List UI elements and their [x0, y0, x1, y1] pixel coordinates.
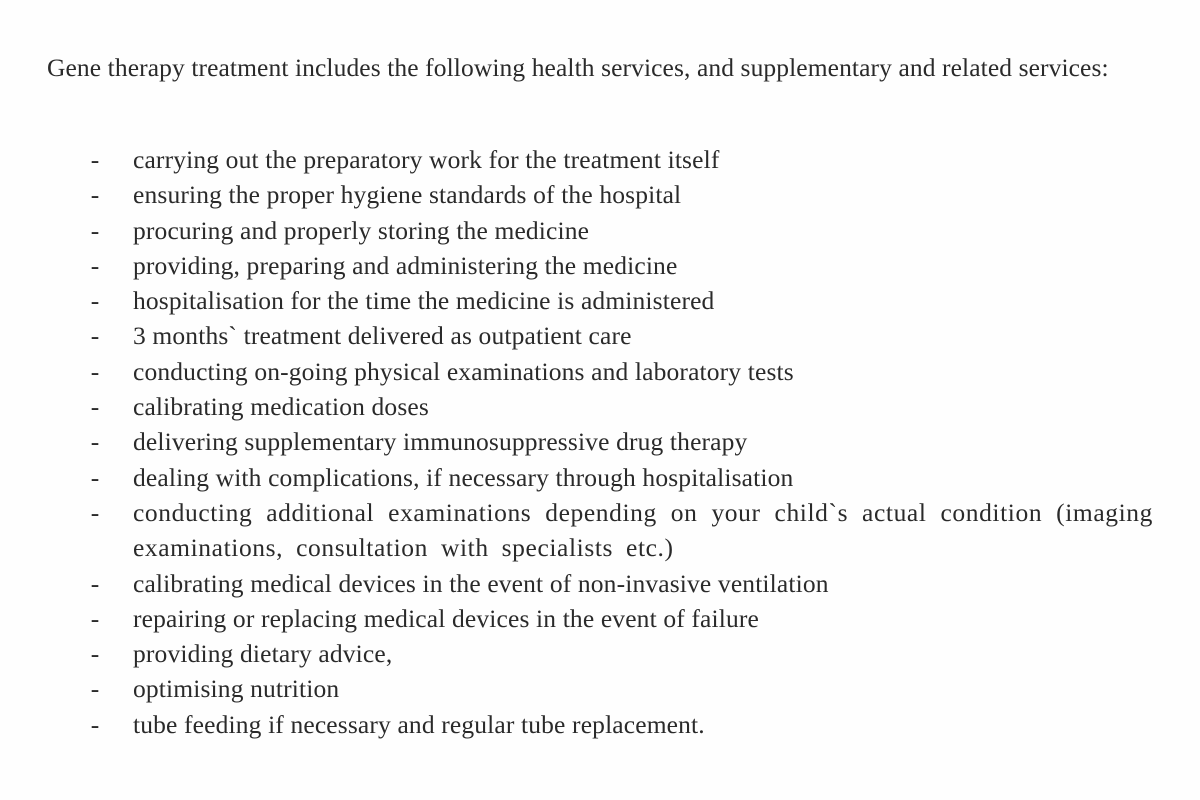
bullet-dash: - [90, 356, 100, 386]
list-item [0, 460, 1200, 495]
bullet-dash: - [90, 674, 100, 704]
bullet-dash: - [90, 462, 100, 492]
list-item [0, 318, 1200, 353]
list-item-text: hospitalisation for the time the medicine is administered [133, 286, 715, 316]
list-item [0, 707, 1200, 742]
list-item [0, 636, 1200, 671]
services-list [0, 142, 1200, 742]
bullet-dash: - [90, 321, 100, 351]
list-item [0, 283, 1200, 318]
intro-paragraph: Gene therapy treatment includes the following health services, and supplementary and related services: [47, 53, 1109, 82]
list-item [0, 566, 1200, 601]
list-item-text: ensuring the proper hygiene standards of the hospital [133, 180, 682, 210]
list-item [0, 601, 1200, 636]
bullet-dash: - [90, 392, 100, 422]
list-item [0, 142, 1200, 177]
list-item-text: optimising nutrition [133, 674, 340, 704]
list-item-text: 3 months` treatment delivered as outpatient care [133, 321, 632, 351]
list-item [0, 424, 1200, 459]
list-item-text: procuring and properly storing the medicine [133, 215, 590, 245]
bullet-dash: - [90, 497, 100, 527]
bullet-dash: - [90, 286, 100, 316]
list-item [0, 495, 1200, 566]
list-item-text: conducting additional examinations depending on your child`s actual condition (imaging examinations, consultation with specialists etc.) [133, 497, 1153, 563]
bullet-dash: - [90, 568, 100, 598]
list-item-text: tube feeding if necessary and regular tube replacement. [133, 709, 705, 739]
bullet-dash: - [90, 215, 100, 245]
list-item [0, 354, 1200, 389]
list-item [0, 671, 1200, 706]
list-item-text: calibrating medication doses [133, 392, 429, 422]
list-item [0, 213, 1200, 248]
list-item-text: providing, preparing and administering the medicine [133, 250, 678, 280]
list-item-text: delivering supplementary immunosuppressive drug therapy [133, 427, 748, 457]
list-item [0, 177, 1200, 212]
list-item-text: calibrating medical devices in the event of non-invasive ventilation [133, 568, 829, 598]
list-item [0, 248, 1200, 283]
list-item-text: dealing with complications, if necessary through hospitalisation [133, 462, 794, 492]
list-item-text: repairing or replacing medical devices in the event of failure [133, 603, 759, 633]
list-item-text: providing dietary advice, [133, 639, 393, 669]
list-item-text: carrying out the preparatory work for the treatment itself [133, 145, 720, 174]
bullet-dash: - [90, 639, 100, 669]
list-item [0, 389, 1200, 424]
bullet-dash: - [90, 180, 100, 210]
bullet-dash: - [90, 709, 100, 739]
bullet-dash: - [90, 250, 100, 280]
bullet-dash: - [90, 427, 100, 457]
bullet-dash: - [90, 145, 100, 174]
list-item-text: conducting on-going physical examinations and laboratory tests [133, 356, 794, 386]
bullet-dash: - [90, 603, 100, 633]
